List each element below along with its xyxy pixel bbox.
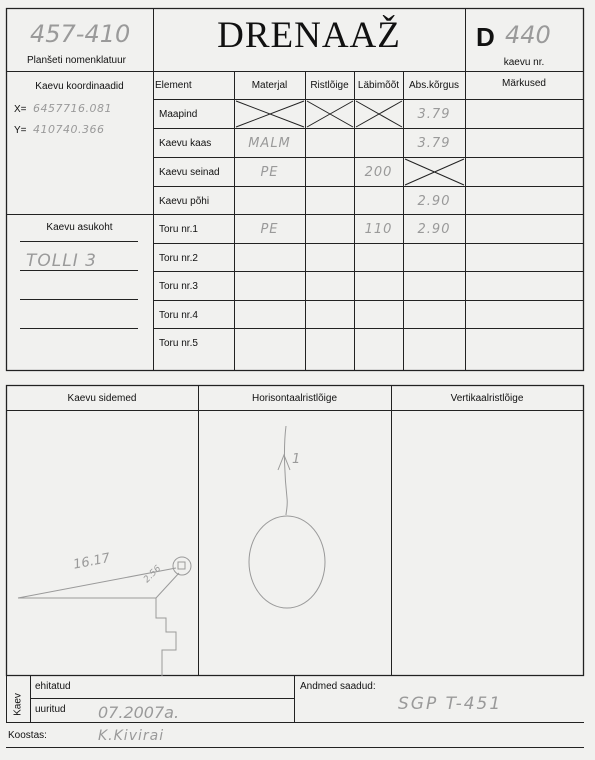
- col-header-material: Materjal: [251, 80, 288, 91]
- compiled-label: Koostas:: [8, 730, 47, 741]
- cell-elevation: 2.90: [417, 193, 451, 209]
- ties-heading: Kaevu sidemed: [67, 392, 137, 404]
- well-label: kaevu nr.: [503, 57, 545, 68]
- cell-element: Kaevu seinad: [159, 166, 220, 178]
- col-header-element: Element: [155, 80, 192, 91]
- well-square-icon: [178, 562, 185, 569]
- cell-elevation: 3.79: [417, 135, 451, 151]
- cell-diameter: 200: [364, 164, 393, 180]
- cell-material: [234, 244, 305, 272]
- well-section-circle: [249, 516, 325, 608]
- cell-notes: [465, 301, 583, 329]
- surveyed-label: uuritud: [35, 704, 66, 715]
- cell-notes: [465, 158, 583, 186]
- horizontal-heading: Horisontaalristlõige: [251, 392, 338, 404]
- cell-material: [234, 272, 305, 300]
- x-label: X=: [14, 104, 27, 115]
- tie-line-3: [156, 573, 179, 598]
- cell-section: [305, 100, 354, 128]
- col-header-notes: Märkused: [502, 78, 546, 89]
- cell-diameter: [354, 100, 403, 128]
- cell-diameter: [354, 244, 403, 272]
- cell-elevation: [403, 244, 465, 272]
- built-label: ehitatud: [35, 681, 71, 692]
- well-prefix: D: [476, 22, 495, 52]
- y-label: Y=: [14, 125, 27, 136]
- cell-material: PE: [260, 221, 279, 237]
- plan-number: 457-410: [30, 20, 131, 48]
- x-value: 6457716.081: [33, 102, 112, 115]
- cell-notes: [465, 187, 583, 215]
- cell-elevation: 2.90: [417, 221, 451, 237]
- cell-diameter: [354, 129, 403, 157]
- cell-elevation: [403, 301, 465, 329]
- cell-notes: [465, 215, 583, 243]
- y-value: 410740.366: [33, 123, 105, 136]
- coordinates-label: Kaevu koordinaadid: [35, 81, 124, 92]
- cell-section: [305, 244, 354, 272]
- pipe-line: [284, 426, 287, 515]
- side-label-kaev: Kaev: [12, 693, 24, 716]
- compiled-value: K.Kivirai: [98, 728, 165, 744]
- cell-notes: [465, 100, 583, 128]
- plan-label: Planšeti nomenklatuur: [27, 55, 126, 66]
- cell-diameter: [354, 329, 403, 357]
- cell-element: Maapind: [159, 108, 198, 120]
- horizontal-sketch: [249, 426, 325, 608]
- cell-section: [305, 215, 354, 243]
- cell-section: [305, 129, 354, 157]
- cell-element: Toru nr.4: [159, 309, 198, 321]
- cell-element: Toru nr.3: [159, 280, 198, 292]
- cell-material: [234, 329, 305, 357]
- well-circle-icon: [173, 557, 191, 575]
- cell-material: MALM: [248, 135, 291, 151]
- cell-notes: [465, 244, 583, 272]
- tie-distance-label-2: 2.56: [142, 563, 164, 586]
- cell-element: Toru nr.1: [159, 223, 198, 235]
- cell-elevation: [403, 158, 465, 186]
- building-outline: [156, 598, 176, 676]
- cell-element: Toru nr.2: [159, 252, 198, 264]
- cell-notes: [465, 272, 583, 300]
- vertical-heading: Vertikaalristlõige: [450, 392, 524, 404]
- cell-diameter: [354, 187, 403, 215]
- cell-element: Kaevu kaas: [159, 137, 212, 149]
- cell-diameter: 110: [364, 221, 393, 237]
- cell-material: PE: [260, 164, 279, 180]
- page-title: DRENAAŽ: [217, 15, 401, 56]
- col-header-elevation: Abs.kõrgus: [408, 80, 460, 91]
- cell-section: [305, 301, 354, 329]
- cell-elevation: [403, 329, 465, 357]
- data-source-label: Andmed saadud:: [300, 681, 376, 692]
- cell-material: [234, 100, 305, 128]
- surveyed-value: 07.2007a.: [98, 703, 180, 722]
- col-header-section: Ristlõige: [310, 80, 349, 91]
- col-header-diameter: Läbimõõt: [357, 80, 400, 91]
- cell-material: [234, 301, 305, 329]
- cell-notes: [465, 329, 583, 357]
- cell-elevation: [403, 272, 465, 300]
- cell-section: [305, 329, 354, 357]
- cell-diameter: [354, 272, 403, 300]
- data-source-value: SGP T-451: [398, 694, 503, 714]
- cell-section: [305, 158, 354, 186]
- cell-diameter: [354, 301, 403, 329]
- location-value: TOLLI 3: [26, 251, 97, 271]
- cell-elevation: 3.79: [417, 106, 451, 122]
- cell-element: Toru nr.5: [159, 337, 198, 349]
- cell-section: [305, 187, 354, 215]
- tie-distance-label: 16.17: [72, 550, 112, 573]
- cell-material: [234, 187, 305, 215]
- pipe-number-label: 1: [292, 452, 301, 467]
- location-label: Kaevu asukoht: [46, 222, 113, 233]
- cell-section: [305, 272, 354, 300]
- cell-element: Kaevu põhi: [159, 195, 210, 207]
- cell-notes: [465, 129, 583, 157]
- ties-sketch: [18, 557, 191, 676]
- well-number: 440: [505, 21, 551, 49]
